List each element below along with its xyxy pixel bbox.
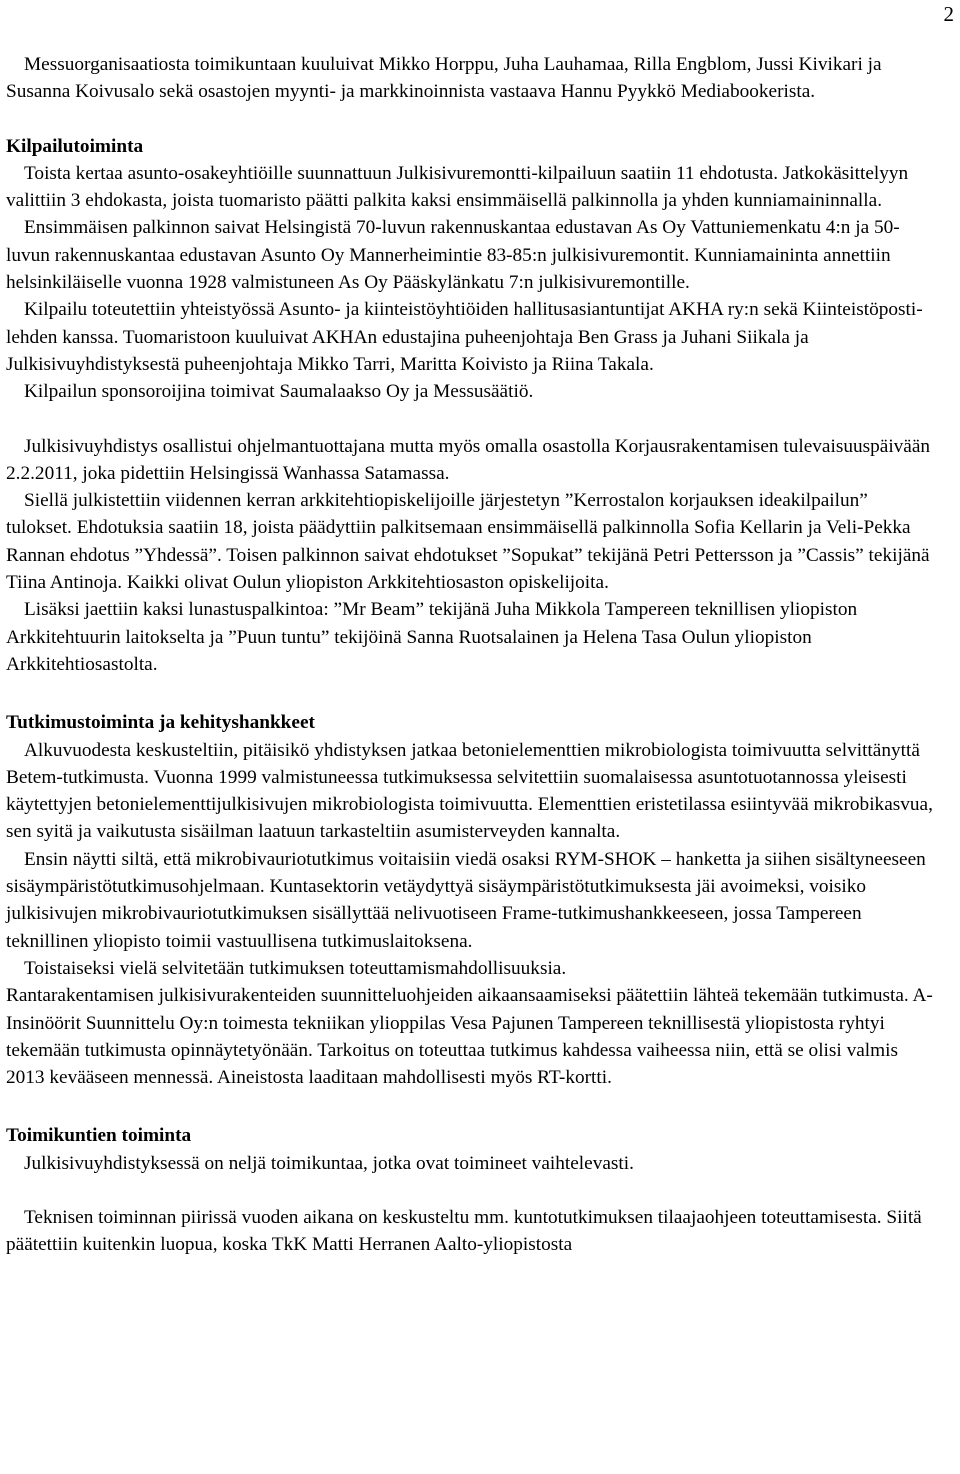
intro-paragraph: Messuorganisaatiosta toimikuntaan kuuluivat Mikko Horppu, Juha Lauhamaa, Rilla Engblom, Jussi Kivikari ja Susanna Koivusalo sekä osastojen myynti- ja markkinoinnista vastaava Hannu Pyykkö Mediabookerista. [6,54,882,103]
section-heading-tutkimustoiminta: Tutkimustoiminta ja kehityshankkeet [6,712,315,734]
document-body [6,51,936,1259]
tutkimus-paragraph-4: Rantarakentamisen julkisivurakenteiden suunnitteluohjeiden aikaansaamiseksi päätettiin lähteä tekemään tutkimusta. A-Insinöörit Suunnittelu Oy:n toimesta tekniikan ylioppilas Vesa Pajunen Tampereen teknillisestä yliopistosta ryhtyi tekemään tutkimusta opinnäytetyönään. Tarkoitus on toteuttaa tutkimus kahdessa vaiheessa niin, että se olisi valmis 2013 kevääseen mennessä. Aineistosta laaditaan mahdollisesti myös RT-kortti. [6,985,933,1089]
spacer [6,1091,936,1122]
page-number: 2 [943,2,954,26]
spacer [6,106,936,133]
seminaari-paragraph-2: Siellä julkistettiin viidennen kerran arkkitehtiopiskelijoille järjestetyn ”Kerrostalon korjauksen ideakilpailun” tulokset. Ehdotuksia saatiin 18, joista päädyttiin palkitsemaan ensimmäisellä palkinnolla Sofia Kellarin ja Veli-Pekka Rannan ehdotus ”Yhdessä”. Toisen palkinnon saivat ehdotukset ”Sopukat” tekijänä Petri Pettersson ja ”Cassis” tekijänä Tiina Antinoja. Kaikki olivat Oulun yliopiston Arkkitehtiosaston opiskelijoita. [6,490,930,594]
spacer [6,406,936,433]
section-heading-kilpailutoiminta: Kilpailutoiminta [6,135,144,157]
tutkimus-paragraph-2: Ensin näytti siltä, että mikrobivauriotutkimus voitaisiin viedä osaksi RYM-SHOK – hanketta ja siihen sisältyneeseen sisäympäristötutkimusohjelmaan. Kuntasektorin vetäydyttyä sisäympäristötutkimuksesta jäi avoimeksi, voisiko julkisivujen mikrobivauriotutkimuksen sisällyttää nelivuotiseen Frame-tutkimushankkeeseen, jossa Tampereen teknillinen yliopisto toimii vastuullisena tutkimuslaitoksena. [6,848,926,952]
toimikunnat-paragraph-1: Julkisivuyhdistyksessä on neljä toimikuntaa, jotka ovat toimineet vaihtelevasti. [24,1152,634,1174]
kilpailu-paragraph-1: Toista kertaa asunto-osakeyhtiöille suunnattuun Julkisivuremontti-kilpailuun saatiin 11 ehdotusta. Jatkokäsittelyyn valittiin 3 ehdokasta, joista tuomaristo päätti palkita kaksi ensimmäisellä palkinnolla ja yhden kunniamaininnalla. [6,162,909,212]
seminaari-paragraph-3: Lisäksi jaettiin kaksi lunastuspalkintoa: ”Mr Beam” tekijänä Juha Mikkola Tampereen teknillisen yliopiston Arkkitehtuurin laitokselta ja ”Puun tuntu” tekijöinä Sanna Ruotsalainen ja Helena Tasa Oulun yliopiston Arkkitehtiosastolta. [6,599,858,675]
tutkimus-paragraph-1: Alkuvuodesta keskusteltiin, pitäisikö yhdistyksen jatkaa betonielementtien mikrobiologista toimivuutta selvittänyttä Betem-tutkimusta. Vuonna 1999 valmistuneessa tutkimuksessa selvitettiin suomalaisessa asuntotuotannossa yleisesti käytettyjen betonielementtijulkisivujen mikrobiologista toimivuutta. Elementtien eristetilassa esiintyvää mikrobikasvua, sen syitä ja vaikutusta sisäilman laatuun tarkasteltiin asumisterveyden kannalta. [6,739,933,843]
kilpailu-paragraph-2: Ensimmäisen palkinnon saivat Helsingistä 70-luvun rakennuskantaa edustavan As Oy Vattuniemenkatu 4:n ja 50-luvun rakennuskantaa edustavan Asunto Oy Mannerheimintie 83-85:n julkisivuremontit. Kunniamaininta annettiin helsinkiläiselle vuonna 1928 valmistuneen As Oy Pääskylänkatu 7:n julkisivuremontille. [6,217,900,294]
section-heading-toimikuntien-toiminta: Toimikuntien toiminta [6,1125,192,1147]
spacer [6,1177,936,1204]
seminaari-paragraph-1: Julkisivuyhdistys osallistui ohjelmantuottajana mutta myös omalla osastolla Korjausrakentamisen tulevaisuuspäivään 2.2.2011, joka pidettiin Helsingissä Wanhassa Satamassa. [6,435,931,484]
kilpailu-paragraph-3: Kilpailu toteutettiin yhteistyössä Asunto- ja kiinteistöyhtiöiden hallitusasiantuntijat AKHA ry:n sekä Kiinteistöposti-lehden kanssa. Tuomaristoon kuuluivat AKHAn edustajina puheenjohtaja Ben Grass ja Juhani Siikala ja Julkisivuyhdistyksestä puheenjohtaja Mikko Tarri, Maritta Koivisto ja Riina Takala. [6,299,923,375]
spacer [6,678,936,709]
toimikunnat-paragraph-2: Teknisen toiminnan piirissä vuoden aikana on keskusteltu mm. kuntotutkimuksen tilaajaohjeen toteuttamisesta. Siitä päätettiin kuitenkin luopua, koska TkK Matti Herranen Aalto-yliopistosta [6,1206,922,1256]
kilpailu-paragraph-4: Kilpailun sponsoroijina toimivat Saumalaakso Oy ja Messusäätiö. [24,381,534,403]
tutkimus-paragraph-3: Toistaiseksi vielä selvitetään tutkimuksen toteuttamismahdollisuuksia. [24,957,567,979]
